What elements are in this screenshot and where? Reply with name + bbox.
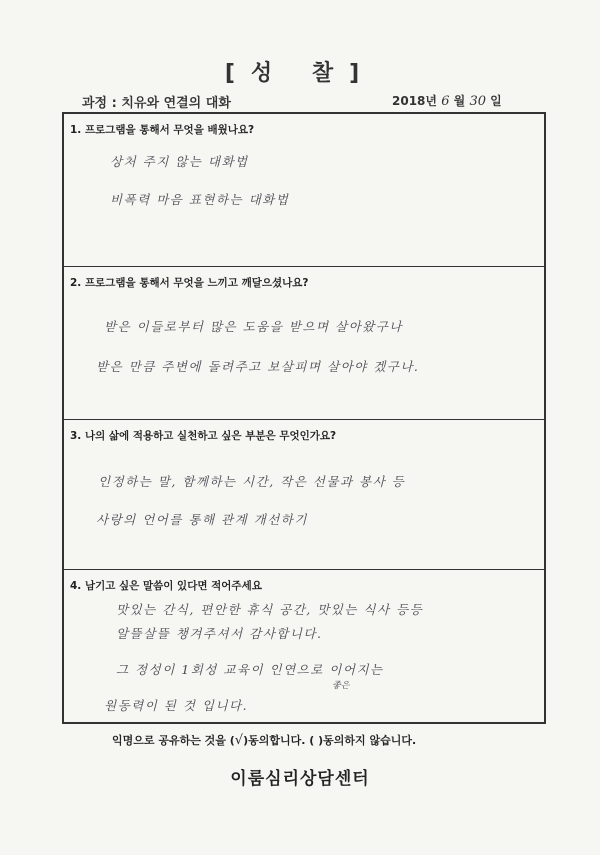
answer-3-line-2: 사랑의 언어를 통해 관계 개선하기 xyxy=(96,512,308,527)
date-month: 6 xyxy=(441,94,450,109)
answer-2-line-1: 받은 이들로부터 많은 도움을 받으며 살아왔구나 xyxy=(104,319,403,334)
answer-2-line-2: 받은 만큼 주변에 돌려주고 보살피며 살아야 겠구나. xyxy=(96,359,420,374)
consent-line xyxy=(112,732,416,748)
center-name: 이룸심리상담센터 xyxy=(230,769,370,789)
date-day: 30 xyxy=(469,94,486,109)
answer-3-line-1: 인정하는 말, 함께하는 시간, 작은 선물과 봉사 등 xyxy=(98,474,406,489)
question-1: 1. 프로그램을 통해서 무엇을 배웠나요? xyxy=(70,124,255,136)
section-learned xyxy=(64,114,544,267)
reflection-form-box xyxy=(62,112,546,724)
date-day-unit: 일 xyxy=(490,94,502,108)
course-name: 과정 : 치유와 연결의 대화 xyxy=(82,96,231,111)
section-felt xyxy=(64,267,544,420)
date-year: 2018년 xyxy=(392,94,437,108)
consent-options: )동의합니다. ( )동의하지 않습니다. xyxy=(243,734,417,747)
answer-1-line-2: 비폭력 마음 표현하는 대화법 xyxy=(110,192,290,207)
answer-4-line-4: 원동력이 된 것 입니다. xyxy=(104,698,249,713)
consent-check-mark: √ xyxy=(234,733,244,748)
consent-prefix: 익명으로 공유하는 것을 ( xyxy=(112,734,235,747)
insert-note: 좋은 xyxy=(332,681,350,691)
question-2: 2. 프로그램을 통해서 무엇을 느끼고 깨달으셨나요? xyxy=(70,277,309,289)
answer-4-line-1: 맛있는 간식, 편안한 휴식 공간, 맛있는 식사 등등 xyxy=(116,602,424,617)
answer-4-line-2: 알뜰살뜰 챙겨주셔서 감사합니다. xyxy=(116,626,323,641)
form-date xyxy=(392,92,502,109)
form-title: [성 찰] xyxy=(224,61,376,86)
question-3: 3. 나의 삶에 적용하고 실천하고 싶은 부분은 무엇인가요? xyxy=(70,430,337,442)
answer-1-line-1: 상처 주지 않는 대화법 xyxy=(110,154,249,169)
question-4: 4. 남기고 싶은 말씀이 있다면 적어주세요 xyxy=(70,580,262,592)
answer-4-line-3: 그 정성이 1회성 교육이 인연으로 이어지는 xyxy=(116,662,384,677)
section-comments xyxy=(64,570,544,722)
section-apply xyxy=(64,420,544,570)
date-month-unit: 월 xyxy=(453,94,466,108)
